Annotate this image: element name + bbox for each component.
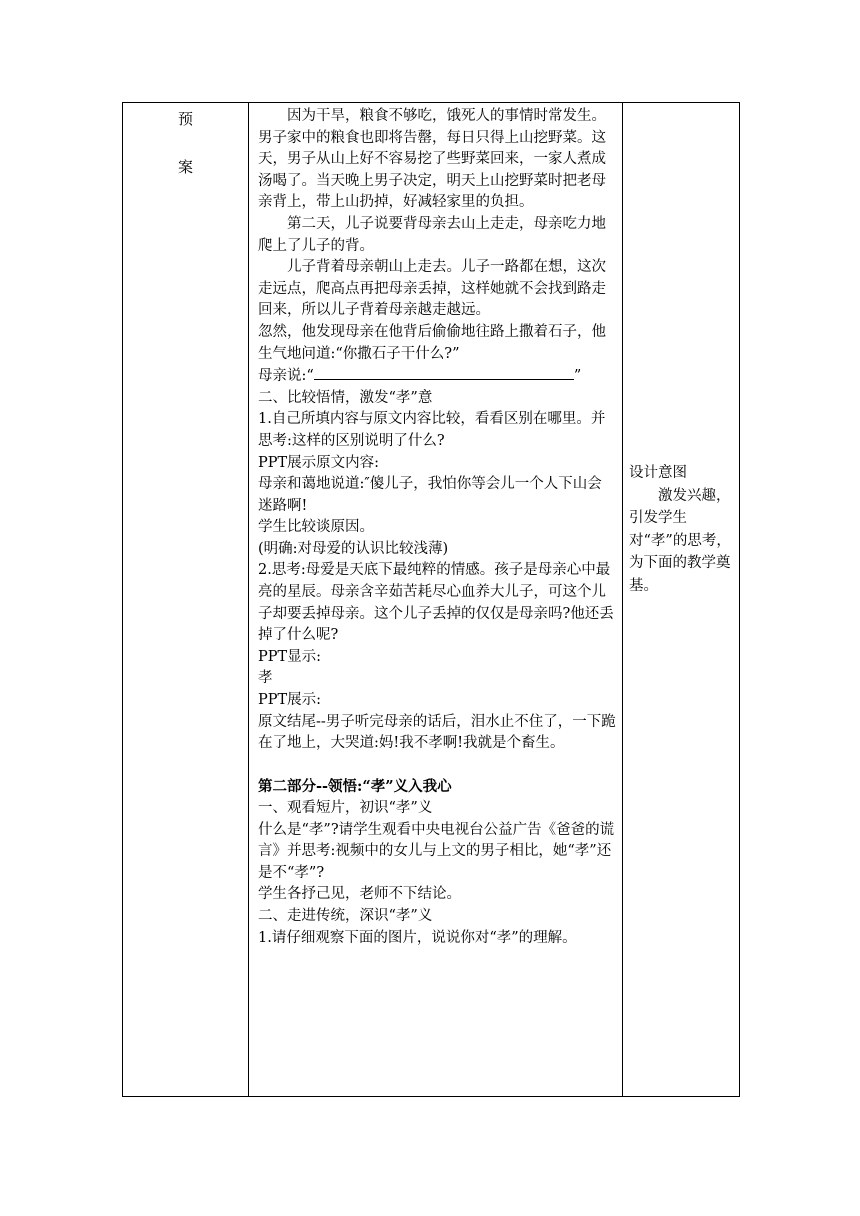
part2-heading: 第二部分--领悟:“孝”义入我心 — [258, 778, 452, 796]
ppt-show-original: PPT展示原文内容: — [258, 454, 380, 471]
ppt-show: PPT展示: — [258, 692, 322, 709]
blank-prefix: 母亲说:“ — [258, 368, 314, 385]
part2-section1-heading: 一、观看短片，初识“孝”义 — [258, 800, 433, 816]
students-compare: 学生比较谈原因。 — [258, 519, 374, 536]
original-text: 母亲和蔼地说道:″傻儿子，我怕你等会儿一个人下山会迷路啊! — [258, 476, 602, 514]
spacer — [258, 755, 616, 777]
story-paragraph-4: 忽然，他发现母亲在他背后偷偷地往路上撒着石子，他生气地问道:“你撒石子干什么?” — [258, 323, 606, 362]
original-ending: 原文结尾--男子听完母亲的话后，泪水止不住了，一下跪在了地上，大哭道:妈!我不孝啊!我就是个畜生。 — [258, 713, 616, 752]
answer-blank — [314, 365, 574, 380]
part2-section2-heading: 二、走进传统，深识“孝”义 — [258, 907, 433, 924]
design-intent-title: 设计意图 — [629, 465, 687, 481]
lesson-plan-table — [122, 102, 740, 1097]
compare-question-1: 1.自己所填内容与原文内容比较，看看区别在哪里。并思考:这样的区别说明了什么? — [258, 411, 606, 449]
lesson-content — [249, 103, 622, 949]
story-paragraph-1: 因为干旱，粮食不够吃，饿死人的事情时常发生。男子家中的粮食也即将告罄，每日只得上山挖野菜。这天，男子从山上好不容易挖了些野菜回来，一家人煮成汤喝了。当天晚上男子决定，明天上山挖野菜时把老母亲背上，带上山扔掉，好减轻家里的负担。 — [258, 108, 606, 211]
clarify-note: (明确:对母爱的认识比较浅薄) — [258, 540, 449, 557]
xiao-character: 孝 — [258, 670, 273, 687]
part2-section1-text: 什么是“孝”?请学生观看中央电视台公益广告《爸爸的谎言》并思考:视频中的女儿与上文的男子相比，她“孝”还是不“孝”? — [258, 821, 615, 881]
section-label-1: 预 — [177, 110, 193, 128]
fill-in-blank-line — [258, 365, 616, 388]
design-intent-cell — [623, 103, 740, 1097]
compare-question-2: 2.思考:母爱是天底下最纯粹的情感。孩子是母亲心中最亮的星辰。母亲含辛茹苦耗尽心血养大儿子，可这个儿子却要丢掉母亲。这个儿子丢掉的仅仅是母亲吗?他还丢掉了什么呢? — [258, 562, 614, 644]
section-label-2: 案 — [177, 158, 193, 176]
design-intent-text: 激发兴趣，引发学生对“孝”的思考，为下面的教学奠基。 — [629, 487, 731, 594]
table-row — [123, 103, 740, 1097]
story-paragraph-3: 儿子背着母亲朝山上走去。儿子一路都在想，这次走远点，爬高点再把母亲丢掉，这样她就不会找到路走回来，所以儿子背着母亲越走越远。 — [258, 259, 606, 319]
design-intent — [623, 103, 739, 598]
part2-section1-note: 学生各抒己见，老师不下结论。 — [258, 886, 461, 903]
story-paragraph-2: 第二天，儿子说要背母亲去山上走走，母亲吃力地爬上了儿子的背。 — [258, 215, 606, 254]
lesson-content-cell — [249, 103, 623, 1097]
ppt-display: PPT显示: — [258, 648, 322, 665]
part2-section2-question: 1.请仔细观察下面的图片，说说你对“孝”的理解。 — [258, 929, 577, 946]
compare-heading: 二、比较悟情，激发“孝”意 — [258, 389, 433, 406]
blank-suffix: ” — [573, 368, 582, 385]
section-label-cell — [123, 103, 249, 1097]
